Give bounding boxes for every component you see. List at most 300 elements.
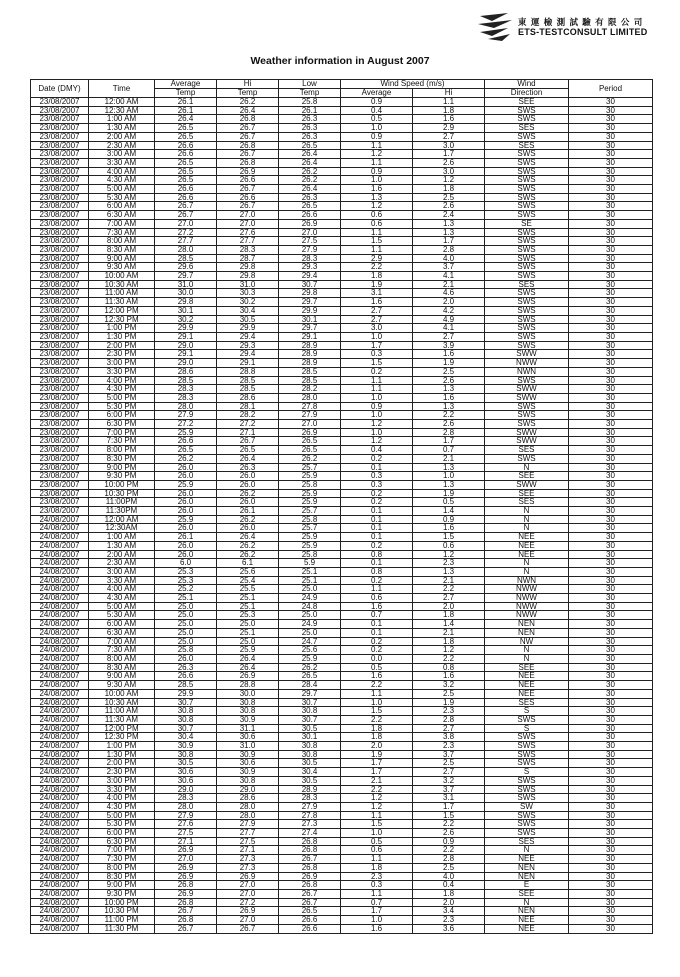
period-cell: 30 [569, 811, 653, 820]
low-temp-cell: 28.5 [279, 367, 341, 376]
low-temp-cell: 28.4 [279, 681, 341, 690]
date-cell: 23/08/2007 [31, 480, 89, 489]
ws-average-cell: 0.8 [341, 550, 413, 559]
wind-direction-cell: SWS [485, 211, 569, 220]
date-cell: 24/08/2007 [31, 611, 89, 620]
time-cell: 4:30 PM [89, 385, 155, 394]
ws-hi-cell: 2.8 [413, 245, 485, 254]
ws-average-cell: 1.9 [341, 280, 413, 289]
ws-average-cell: 1.8 [341, 733, 413, 742]
ws-hi-cell: 1.6 [413, 115, 485, 124]
hi-temp-cell: 27.5 [217, 837, 279, 846]
table-row [31, 602, 653, 611]
ws-average-cell: 1.7 [341, 907, 413, 916]
low-temp-cell: 30.1 [279, 315, 341, 324]
ws-hi-cell: 2.7 [413, 332, 485, 341]
hi-temp-cell: 25.4 [217, 576, 279, 585]
period-cell: 30 [569, 524, 653, 533]
hi-temp-cell: 25.1 [217, 628, 279, 637]
avg-temp-cell: 26.8 [155, 916, 217, 925]
avg-temp-cell: 27.0 [155, 219, 217, 228]
avg-temp-cell: 26.1 [155, 106, 217, 115]
low-temp-cell: 24.8 [279, 602, 341, 611]
ws-hi-cell: 2.1 [413, 576, 485, 585]
ws-average-cell: 1.6 [341, 185, 413, 194]
period-cell: 30 [569, 802, 653, 811]
time-cell: 7:00 PM [89, 846, 155, 855]
date-cell: 23/08/2007 [31, 298, 89, 307]
date-cell: 23/08/2007 [31, 376, 89, 385]
wind-direction-cell: SEE [485, 889, 569, 898]
avg-temp-cell: 26.0 [155, 498, 217, 507]
wind-direction-cell: SWS [485, 759, 569, 768]
period-cell: 30 [569, 550, 653, 559]
table-row [31, 167, 653, 176]
ws-hi-cell: 0.6 [413, 541, 485, 550]
date-cell: 23/08/2007 [31, 115, 89, 124]
time-cell: 2:00 AM [89, 550, 155, 559]
date-cell: 24/08/2007 [31, 924, 89, 933]
table-row [31, 611, 653, 620]
date-cell: 23/08/2007 [31, 106, 89, 115]
time-cell: 10:30 PM [89, 907, 155, 916]
ws-average-cell: 1.9 [341, 750, 413, 759]
avg-temp-cell: 27.1 [155, 837, 217, 846]
ws-hi-cell: 2.5 [413, 367, 485, 376]
time-cell: 10:00 AM [89, 272, 155, 281]
date-cell: 23/08/2007 [31, 150, 89, 159]
period-cell: 30 [569, 280, 653, 289]
date-cell: 24/08/2007 [31, 715, 89, 724]
period-cell: 30 [569, 646, 653, 655]
hi-temp-cell: 28.6 [217, 393, 279, 402]
ws-hi-cell: 0.8 [413, 663, 485, 672]
avg-temp-cell: 26.6 [155, 150, 217, 159]
header-hi-temp-bottom: Temp [217, 89, 279, 98]
time-cell: 6:30 PM [89, 420, 155, 429]
ws-average-cell: 0.2 [341, 576, 413, 585]
time-cell: 6:30 AM [89, 211, 155, 220]
time-cell: 6:00 PM [89, 411, 155, 420]
ws-hi-cell: 4.0 [413, 254, 485, 263]
ws-average-cell: 0.3 [341, 350, 413, 359]
table-row [31, 628, 653, 637]
date-cell: 23/08/2007 [31, 237, 89, 246]
table-row [31, 245, 653, 254]
table-row [31, 855, 653, 864]
date-cell: 24/08/2007 [31, 550, 89, 559]
wind-direction-cell: SWS [485, 202, 569, 211]
date-cell: 23/08/2007 [31, 124, 89, 133]
time-cell: 6:00 PM [89, 829, 155, 838]
table-row [31, 272, 653, 281]
table-row [31, 515, 653, 524]
date-cell: 24/08/2007 [31, 898, 89, 907]
time-cell: 11:30 PM [89, 924, 155, 933]
wind-direction-cell: NEE [485, 689, 569, 698]
ws-average-cell: 2.2 [341, 715, 413, 724]
ws-average-cell: 0.6 [341, 211, 413, 220]
table-row [31, 724, 653, 733]
low-temp-cell: 26.3 [279, 132, 341, 141]
time-cell: 10:30 AM [89, 280, 155, 289]
period-cell: 30 [569, 463, 653, 472]
hi-temp-cell: 26.0 [217, 524, 279, 533]
low-temp-cell: 29.7 [279, 689, 341, 698]
ws-average-cell: 1.1 [341, 385, 413, 394]
hi-temp-cell: 29.4 [217, 350, 279, 359]
date-cell: 24/08/2007 [31, 689, 89, 698]
time-cell: 7:00 PM [89, 428, 155, 437]
ws-average-cell: 1.1 [341, 158, 413, 167]
hi-temp-cell: 29.0 [217, 785, 279, 794]
avg-temp-cell: 26.5 [155, 167, 217, 176]
avg-temp-cell: 26.6 [155, 437, 217, 446]
low-temp-cell: 25.7 [279, 463, 341, 472]
date-cell: 23/08/2007 [31, 254, 89, 263]
weather-table [30, 79, 653, 934]
table-row [31, 254, 653, 263]
header-wind-speed: Wind Speed (m/s) [341, 80, 485, 89]
low-temp-cell: 26.9 [279, 219, 341, 228]
hi-temp-cell: 26.4 [217, 106, 279, 115]
ws-average-cell: 1.0 [341, 332, 413, 341]
date-cell: 24/08/2007 [31, 759, 89, 768]
header-ws-average: Average [341, 89, 413, 98]
date-cell: 23/08/2007 [31, 498, 89, 507]
wind-direction-cell: SWS [485, 298, 569, 307]
ws-hi-cell: 1.3 [413, 402, 485, 411]
ws-hi-cell: 2.5 [413, 863, 485, 872]
time-cell: 7:00 AM [89, 219, 155, 228]
low-temp-cell: 26.9 [279, 428, 341, 437]
avg-temp-cell: 26.0 [155, 463, 217, 472]
date-cell: 24/08/2007 [31, 872, 89, 881]
low-temp-cell: 27.9 [279, 411, 341, 420]
avg-temp-cell: 26.1 [155, 533, 217, 542]
time-cell: 5:30 PM [89, 402, 155, 411]
period-cell: 30 [569, 742, 653, 751]
avg-temp-cell: 25.3 [155, 576, 217, 585]
date-cell: 23/08/2007 [31, 141, 89, 150]
ws-hi-cell: 3.8 [413, 733, 485, 742]
low-temp-cell: 26.2 [279, 167, 341, 176]
low-temp-cell: 25.8 [279, 550, 341, 559]
wind-direction-cell: SWS [485, 341, 569, 350]
ws-average-cell: 0.3 [341, 472, 413, 481]
ws-hi-cell: 3.2 [413, 776, 485, 785]
avg-temp-cell: 28.0 [155, 802, 217, 811]
ws-hi-cell: 2.2 [413, 846, 485, 855]
hi-temp-cell: 27.1 [217, 846, 279, 855]
wind-direction-cell: SWS [485, 742, 569, 751]
page-title: Weather information in August 2007 [250, 55, 430, 67]
ws-average-cell: 1.1 [341, 855, 413, 864]
ws-average-cell: 0.9 [341, 402, 413, 411]
time-cell: 4:30 PM [89, 802, 155, 811]
table-row [31, 498, 653, 507]
date-cell: 23/08/2007 [31, 315, 89, 324]
wind-direction-cell: SES [485, 280, 569, 289]
avg-temp-cell: 26.0 [155, 472, 217, 481]
time-cell: 5:00 PM [89, 393, 155, 402]
time-cell: 4:00 PM [89, 794, 155, 803]
ws-hi-cell: 2.0 [413, 602, 485, 611]
date-cell: 24/08/2007 [31, 707, 89, 716]
ws-average-cell: 0.2 [341, 646, 413, 655]
time-cell: 4:30 AM [89, 594, 155, 603]
period-cell: 30 [569, 759, 653, 768]
period-cell: 30 [569, 515, 653, 524]
ws-hi-cell: 1.9 [413, 698, 485, 707]
time-cell: 6:00 AM [89, 620, 155, 629]
date-cell: 24/08/2007 [31, 846, 89, 855]
period-cell: 30 [569, 298, 653, 307]
time-cell: 8:00 PM [89, 863, 155, 872]
hi-temp-cell: 26.2 [217, 515, 279, 524]
ws-hi-cell: 4.1 [413, 272, 485, 281]
wind-direction-cell: SWS [485, 245, 569, 254]
date-cell: 23/08/2007 [31, 463, 89, 472]
ws-hi-cell: 0.4 [413, 881, 485, 890]
company-name-cn: 東 運 檢 測 試 驗 有 限 公 司 [518, 17, 644, 27]
time-cell: 3:00 PM [89, 359, 155, 368]
time-cell: 9:30 PM [89, 889, 155, 898]
table-row [31, 98, 653, 107]
table-body [31, 98, 653, 934]
table-row [31, 385, 653, 394]
period-cell: 30 [569, 889, 653, 898]
period-cell: 30 [569, 219, 653, 228]
low-temp-cell: 26.5 [279, 672, 341, 681]
wind-direction-cell: SWS [485, 167, 569, 176]
low-temp-cell: 30.1 [279, 733, 341, 742]
hi-temp-cell: 28.5 [217, 385, 279, 394]
date-cell: 23/08/2007 [31, 411, 89, 420]
time-cell: 12:30 PM [89, 315, 155, 324]
time-cell: 2:30 AM [89, 141, 155, 150]
wind-direction-cell: NEE [485, 672, 569, 681]
time-cell: 1:00 AM [89, 115, 155, 124]
time-cell: 10:30 AM [89, 698, 155, 707]
period-cell: 30 [569, 402, 653, 411]
time-cell: 3:30 AM [89, 576, 155, 585]
date-cell: 23/08/2007 [31, 263, 89, 272]
wind-direction-cell: SWS [485, 376, 569, 385]
period-cell: 30 [569, 428, 653, 437]
hi-temp-cell: 26.2 [217, 550, 279, 559]
period-cell: 30 [569, 341, 653, 350]
hi-temp-cell: 29.4 [217, 332, 279, 341]
period-cell: 30 [569, 106, 653, 115]
avg-temp-cell: 30.9 [155, 742, 217, 751]
time-cell: 8:00 PM [89, 446, 155, 455]
period-cell: 30 [569, 350, 653, 359]
avg-temp-cell: 26.6 [155, 141, 217, 150]
hi-temp-cell: 25.5 [217, 585, 279, 594]
ws-hi-cell: 0.5 [413, 498, 485, 507]
time-cell: 9:30 PM [89, 472, 155, 481]
time-cell: 3:30 PM [89, 785, 155, 794]
table-row [31, 263, 653, 272]
hi-temp-cell: 27.0 [217, 219, 279, 228]
hi-temp-cell: 31.1 [217, 724, 279, 733]
table-row [31, 768, 653, 777]
period-cell: 30 [569, 367, 653, 376]
low-temp-cell: 25.0 [279, 628, 341, 637]
time-cell: 11:30 AM [89, 298, 155, 307]
avg-temp-cell: 27.6 [155, 820, 217, 829]
hi-temp-cell: 27.3 [217, 855, 279, 864]
ws-average-cell: 2.2 [341, 681, 413, 690]
avg-temp-cell: 26.0 [155, 507, 217, 516]
period-cell: 30 [569, 411, 653, 420]
period-cell: 30 [569, 611, 653, 620]
table-row [31, 715, 653, 724]
period-cell: 30 [569, 211, 653, 220]
wind-direction-cell: SW [485, 802, 569, 811]
low-temp-cell: 28.3 [279, 254, 341, 263]
low-temp-cell: 25.8 [279, 480, 341, 489]
ws-hi-cell: 1.6 [413, 393, 485, 402]
wind-direction-cell: SWS [485, 829, 569, 838]
hi-temp-cell: 26.9 [217, 907, 279, 916]
time-cell: 1:30 PM [89, 750, 155, 759]
wind-direction-cell: SWS [485, 106, 569, 115]
date-cell: 24/08/2007 [31, 672, 89, 681]
table-row [31, 889, 653, 898]
table-row [31, 585, 653, 594]
low-temp-cell: 30.4 [279, 768, 341, 777]
wind-direction-cell: NWW [485, 585, 569, 594]
time-cell: 9:00 PM [89, 463, 155, 472]
hi-temp-cell: 28.6 [217, 794, 279, 803]
time-cell: 7:30 PM [89, 437, 155, 446]
date-cell: 23/08/2007 [31, 228, 89, 237]
time-cell: 4:00 PM [89, 376, 155, 385]
header-low-temp-top: Low [279, 80, 341, 89]
hi-temp-cell: 25.6 [217, 567, 279, 576]
hi-temp-cell: 30.9 [217, 768, 279, 777]
table-row [31, 124, 653, 133]
avg-temp-cell: 27.0 [155, 855, 217, 864]
wind-direction-cell: SWW [485, 437, 569, 446]
wind-direction-cell: SWS [485, 254, 569, 263]
hi-temp-cell: 26.1 [217, 507, 279, 516]
period-cell: 30 [569, 254, 653, 263]
avg-temp-cell: 30.7 [155, 698, 217, 707]
ws-average-cell: 0.6 [341, 846, 413, 855]
date-cell: 23/08/2007 [31, 350, 89, 359]
period-cell: 30 [569, 498, 653, 507]
wind-direction-cell: SES [485, 837, 569, 846]
avg-temp-cell: 26.0 [155, 489, 217, 498]
period-cell: 30 [569, 185, 653, 194]
table-row [31, 219, 653, 228]
low-temp-cell: 26.2 [279, 176, 341, 185]
date-cell: 24/08/2007 [31, 655, 89, 664]
table-row [31, 367, 653, 376]
wind-direction-cell: NWW [485, 359, 569, 368]
date-cell: 24/08/2007 [31, 681, 89, 690]
avg-temp-cell: 26.0 [155, 655, 217, 664]
time-cell: 4:00 AM [89, 167, 155, 176]
date-cell: 23/08/2007 [31, 454, 89, 463]
hi-temp-cell: 27.0 [217, 881, 279, 890]
ws-average-cell: 1.2 [341, 202, 413, 211]
date-cell: 24/08/2007 [31, 889, 89, 898]
ws-average-cell: 0.1 [341, 507, 413, 516]
wind-direction-cell: SWS [485, 324, 569, 333]
ws-average-cell: 0.2 [341, 637, 413, 646]
avg-temp-cell: 30.4 [155, 733, 217, 742]
avg-temp-cell: 26.5 [155, 176, 217, 185]
ws-average-cell: 0.1 [341, 515, 413, 524]
wind-direction-cell: SWS [485, 820, 569, 829]
table-row [31, 533, 653, 542]
ws-hi-cell: 2.2 [413, 655, 485, 664]
time-cell: 4:30 AM [89, 176, 155, 185]
ws-hi-cell: 1.6 [413, 524, 485, 533]
wind-direction-cell: N [485, 846, 569, 855]
ws-average-cell: 1.2 [341, 150, 413, 159]
low-temp-cell: 26.8 [279, 846, 341, 855]
period-cell: 30 [569, 907, 653, 916]
ws-hi-cell: 2.8 [413, 855, 485, 864]
avg-temp-cell: 27.9 [155, 411, 217, 420]
ws-average-cell: 0.1 [341, 533, 413, 542]
wind-direction-cell: SWS [485, 315, 569, 324]
date-cell: 24/08/2007 [31, 916, 89, 925]
period-cell: 30 [569, 707, 653, 716]
low-temp-cell: 25.1 [279, 576, 341, 585]
avg-temp-cell: 25.9 [155, 515, 217, 524]
date-cell: 23/08/2007 [31, 167, 89, 176]
avg-temp-cell: 6.0 [155, 559, 217, 568]
ws-average-cell: 1.2 [341, 802, 413, 811]
ws-average-cell: 2.7 [341, 306, 413, 315]
table-row [31, 507, 653, 516]
ws-hi-cell: 2.9 [413, 124, 485, 133]
ws-average-cell: 0.2 [341, 367, 413, 376]
period-cell: 30 [569, 167, 653, 176]
low-temp-cell: 27.8 [279, 402, 341, 411]
wind-direction-cell: SWS [485, 158, 569, 167]
wind-direction-cell: SWS [485, 185, 569, 194]
ws-average-cell: 1.8 [341, 863, 413, 872]
wind-direction-cell: NEE [485, 924, 569, 933]
hi-temp-cell: 26.4 [217, 663, 279, 672]
table-row [31, 106, 653, 115]
low-temp-cell: 27.0 [279, 420, 341, 429]
wind-direction-cell: SEE [485, 472, 569, 481]
date-cell: 24/08/2007 [31, 733, 89, 742]
table-row [31, 898, 653, 907]
date-cell: 24/08/2007 [31, 559, 89, 568]
low-temp-cell: 26.7 [279, 855, 341, 864]
period-cell: 30 [569, 98, 653, 107]
hi-temp-cell: 29.8 [217, 272, 279, 281]
ws-hi-cell: 2.4 [413, 211, 485, 220]
ws-hi-cell: 1.7 [413, 802, 485, 811]
ws-average-cell: 0.1 [341, 524, 413, 533]
wind-direction-cell: SWS [485, 176, 569, 185]
time-cell: 1:00 PM [89, 324, 155, 333]
time-cell: 8:00 AM [89, 655, 155, 664]
table-row [31, 550, 653, 559]
ws-average-cell: 0.3 [341, 480, 413, 489]
date-cell: 23/08/2007 [31, 211, 89, 220]
